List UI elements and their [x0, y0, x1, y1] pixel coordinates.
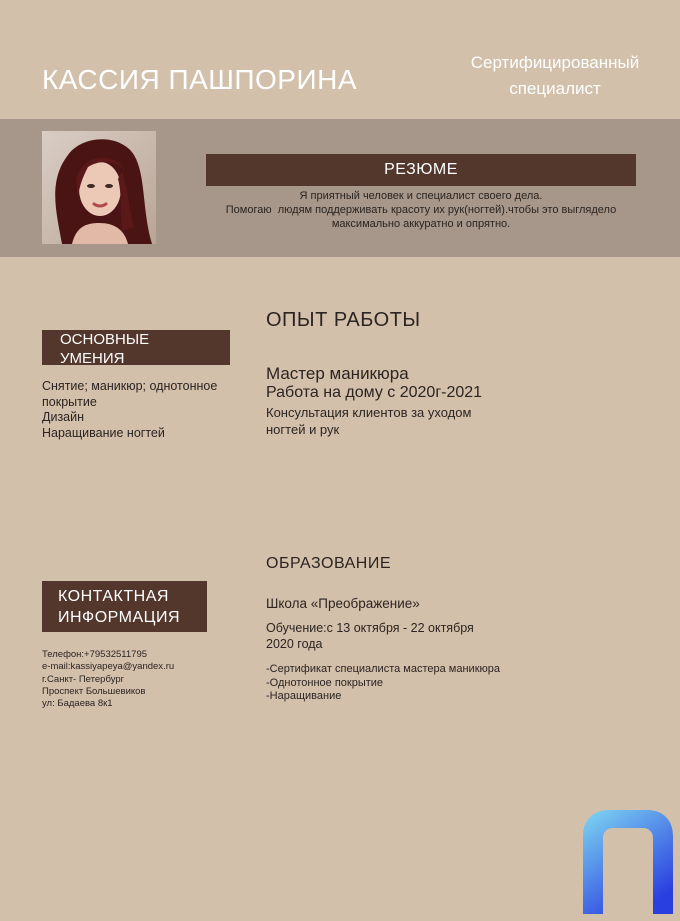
skill-item: Снятие; маникюр; однотонное покрытие [42, 379, 218, 409]
contacts-section-header [42, 581, 207, 632]
experience-description: Консультация клиентов за уходом ногтей и рук [266, 405, 472, 437]
education-item: -Сертификат специалиста мастера маникюра [266, 663, 500, 675]
skill-item: Наращивание ногтей [42, 425, 165, 440]
certification-label [460, 50, 650, 102]
skills-section-header [42, 330, 230, 365]
education-item: -Однотонное покрытие [266, 676, 384, 689]
certification-line-1: Сертифицированный [470, 53, 640, 72]
about-line: Я приятный человек и специалист своего дела. [299, 190, 543, 202]
experience-period: Работа на дому с 2020г-2021 [266, 384, 483, 401]
skills-title: ОСНОВНЫЕ УМЕНИЯ [60, 331, 150, 367]
person-name: КАССИЯ ПАШПОРИНА [42, 64, 358, 95]
education-school: Школа «Преображение» [266, 596, 420, 611]
experience-role: Мастер маникюра [266, 364, 409, 383]
contact-email: e-mail:kassiyapeya@yandex.ru [42, 661, 175, 673]
experience-title: ОПЫТ РАБОТЫ [266, 309, 421, 331]
skills-list [42, 379, 232, 441]
portrait-illustration [42, 131, 156, 244]
education-title: ОБРАЗОВАНИЕ [266, 555, 392, 572]
resume-title: РЕЗЮМЕ [206, 154, 636, 186]
education-item: -Наращивание [266, 690, 342, 702]
skill-item: Дизайн [42, 410, 85, 424]
contact-city: г.Санкт- Петербург [42, 673, 125, 685]
about-line: максимально аккуратно и опрятно. [331, 218, 511, 230]
contact-avenue: Проспект Большевиков [42, 685, 146, 697]
arch-logo-shape [583, 810, 673, 916]
contacts-list [42, 649, 174, 710]
education-dates: Обучение:с 13 октября - 22 октября 2020 года [266, 621, 474, 651]
education-items [266, 663, 500, 704]
contact-street: ул: Бадаева 8к1 [42, 698, 113, 710]
contact-phone: Телефон:+79532511795 [42, 649, 148, 660]
about-line: Помогаю людям поддерживать красоту их рук(ногтей).чтобы это выглядело [225, 204, 617, 216]
arch-logo-icon [583, 810, 673, 916]
certification-line-2: специалист [509, 79, 601, 98]
portrait-photo [42, 131, 156, 244]
contacts-title: КОНТАКТНАЯ ИНФОРМАЦИЯ [58, 588, 181, 626]
about-text [206, 189, 636, 231]
